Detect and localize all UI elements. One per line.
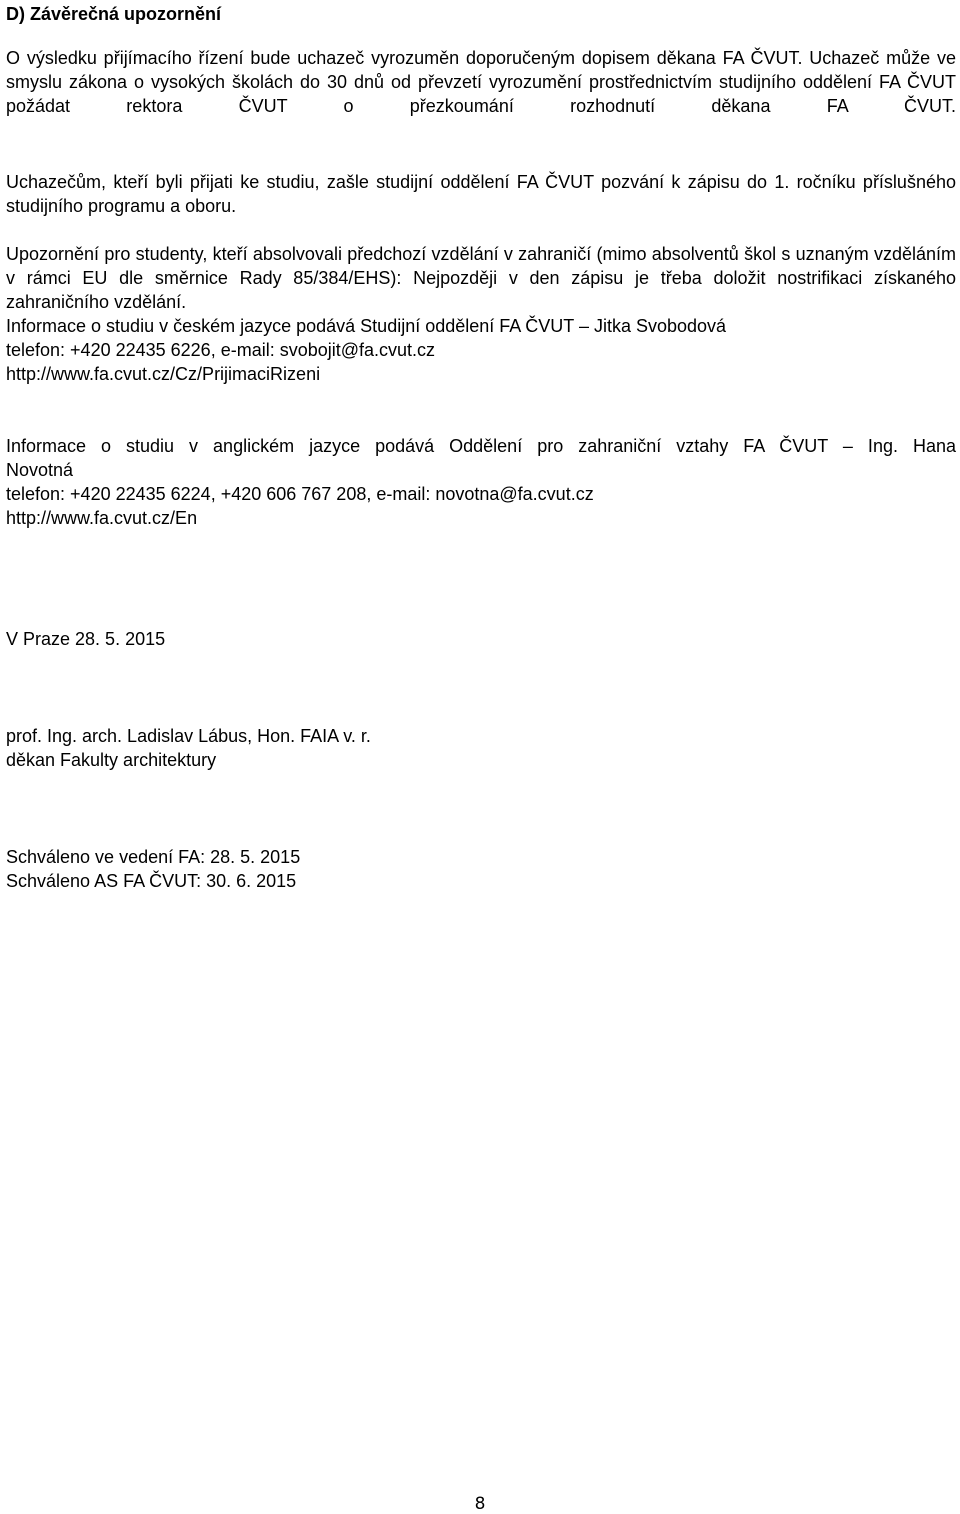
czech-info-contact: telefon: +420 22435 6226, e-mail: svobojit@fa.cvut.cz	[6, 340, 436, 360]
signature-block	[6, 724, 371, 772]
czech-info-line: Informace o studiu v českém jazyce podává Studijní oddělení FA ČVUT – Jitka Svobodová	[6, 316, 727, 336]
english-info-contact: telefon: +420 22435 6224, +420 606 767 208, e-mail: novotna@fa.cvut.cz	[6, 484, 594, 504]
czech-info-url: http://www.fa.cvut.cz/Cz/PrijimaciRizeni	[6, 364, 321, 384]
approval-management: Schváleno ve vedení FA: 28. 5. 2015	[6, 847, 301, 867]
date-place: V Praze 28. 5. 2015	[6, 629, 166, 649]
approvals-block	[6, 845, 300, 893]
english-info-block	[6, 434, 956, 530]
signatory-name: prof. Ing. arch. Ladislav Lábus, Hon. FAIA v. r.	[6, 726, 371, 746]
approval-senate: Schváleno AS FA ČVUT: 30. 6. 2015	[6, 871, 297, 891]
paragraph-enrollment-invitation: Uchazečům, kteří byli přijati ke studiu, zašle studijní oddělení FA ČVUT pozvání k zápisu do 1. ročníku příslušného studijního programu a oboru.	[6, 172, 956, 216]
english-info-line: Informace o studiu v anglickém jazyce podává Oddělení pro zahraniční vztahy FA ČVUT – Ing. Hana	[6, 436, 956, 456]
signatory-title: děkan Fakulty architektury	[6, 750, 217, 770]
english-info-url: http://www.fa.cvut.cz/En	[6, 508, 198, 528]
czech-info-block	[6, 314, 956, 386]
english-info-line-continued: Novotná	[6, 460, 74, 480]
page-number: 8	[474, 1494, 486, 1514]
paragraph-foreign-education-notice: Upozornění pro studenty, kteří absolvovali předchozí vzdělání v zahraničí (mimo absolventů škol s uznaným vzděláním v rámci EU dle směrnice Rady 85/384/EHS): Nejpozději v den zápisu je třeba doložit nostrifikaci získaného zahraničního vzdělání.	[6, 244, 956, 312]
section-heading: D) Závěrečná upozornění	[6, 4, 222, 24]
paragraph-admission-result: O výsledku přijímacího řízení bude uchazeč vyrozuměn doporučeným dopisem děkana FA ČVUT. Uchazeč může ve smyslu zákona o vysokých školách do 30 dnů od převzetí vyrozumění prostřednictvím studijního oddělení FA ČVUT požádat rektora ČVUT o přezkoumání rozhodnutí děkana FA ČVUT.	[6, 48, 956, 116]
